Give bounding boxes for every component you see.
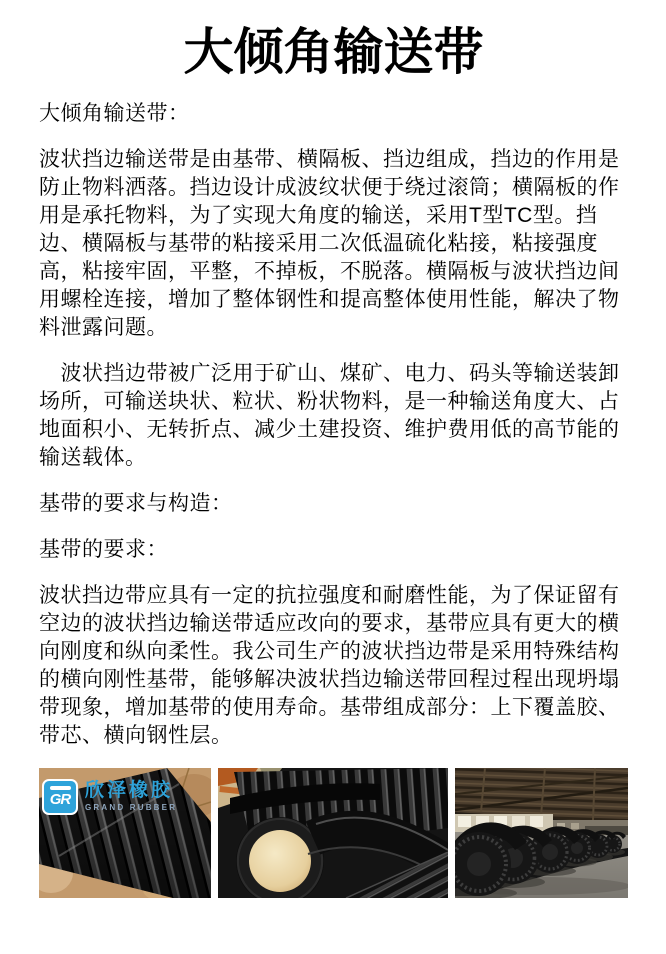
- brand-name-en: GRAND RUBBER: [85, 802, 178, 812]
- product-photo-belt-roll: [218, 768, 448, 898]
- logo-bar-shape: [50, 786, 71, 790]
- heading-base-belt-structure: 基带的要求与构造：: [39, 491, 233, 515]
- product-photo-factory: [455, 768, 628, 898]
- product-photo-sidewall-belt: [39, 768, 211, 898]
- page-title: 大倾角输送带: [183, 24, 484, 80]
- paragraph-base-belt-detail: 波状挡边带应具有一定的抗拉强度和耐磨性能，为了保证留有空边的波状挡边输送带适应改向的要求，基带应具有更大的横向刚度和纵向柔性。我公司生产的波状挡边带是采用特殊结构的横向刚性基带，能够解决波状挡边输送带回程过程出现坍塌带现象，增加基带的使用寿命。基带组成部分：上下覆盖胶、带芯、横向钢性层。: [39, 583, 620, 747]
- brand-name-cn: 欣泽橡胶: [85, 780, 174, 802]
- product-image-row: [39, 768, 628, 898]
- brand-names: [85, 781, 177, 812]
- brand-watermark: [42, 779, 177, 815]
- heading-base-belt-requirement: 基带的要求：: [39, 537, 168, 561]
- paragraph-applications: 波状挡边带被广泛用于矿山、煤矿、电力、码头等输送装卸场所，可输送块状、粒状、粉状物料，是一种输送角度大、占地面积小、无转折点、减少土建投资、维护费用低的高节能的输送载体。: [39, 361, 620, 469]
- factory-photo-art: [455, 768, 628, 898]
- paragraph-lead: 大倾角输送带：: [39, 101, 190, 125]
- paragraph-composition: 波状挡边输送带是由基带、横隔板、挡边组成，挡边的作用是防止物料洒落。挡边设计成波纹状便于绕过滚筒；横隔板的作用是承托物料，为了实现大角度的输送，采用T型TC型。挡边、横隔板与基带的粘接采用二次低温硫化粘接，粘接强度高，粘接牢固，平整，不掉板，不脱落。横隔板与波状挡边间用螺栓连接，增加了整体钢性和提高整体使用性能，解决了物料泄露问题。: [39, 147, 620, 339]
- logo-initials: GR: [49, 791, 71, 808]
- belt-roll-photo-art: [218, 768, 448, 898]
- brand-logo-icon: [42, 779, 78, 815]
- product-article: [39, 24, 628, 898]
